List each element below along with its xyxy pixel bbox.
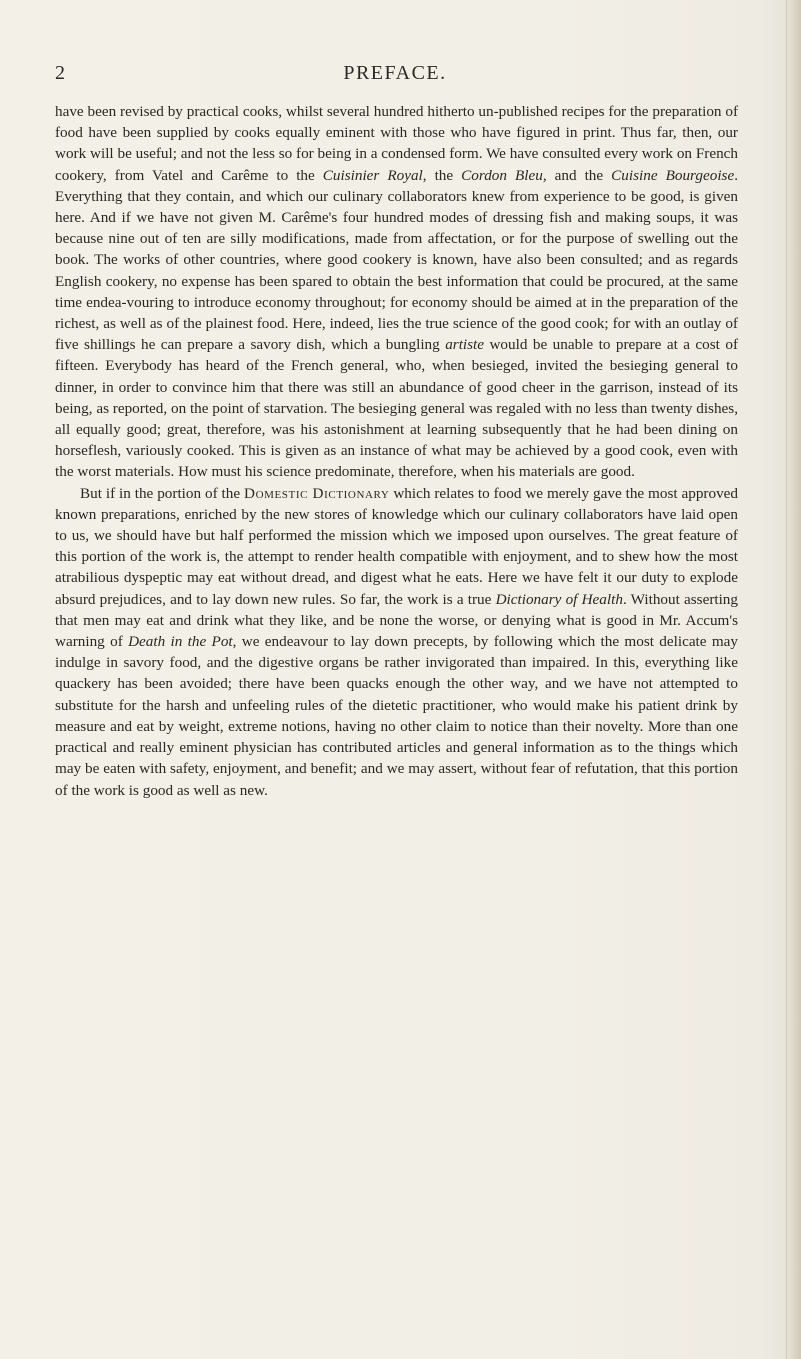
text-run: . Everything that they contain, and which our culinary collaborators knew from experience to be good, is given here. And if we have not given M. Carême's four hundred modes of dressing fish and making soups, it was because nine out of ten are silly modifications, made from affectation, or for the purpose of swelling out the book. The works of other countries, where good cookery is known, have also been consulted; and as regards English cookery, no expense has been spared to obtain the best information that could be procured, at the same time endea-vouring to introduce economy throughout; for economy should be aimed at in the preparation of the richest, as well as of the plainest food. Here, indeed, lies the true science of the good cook; for with an outlay of five shillings he can prepare a savory dish, which a bungling [55,166,738,354]
body-text [55,101,738,801]
text-run: , the [422,166,462,184]
page-header [55,62,735,88]
page-edge [786,0,801,1359]
text-run: . Without asserting that men may eat and drink what they like, and be none the worse, or denying what is good in Mr. Accum's warning of [55,590,738,651]
italic-artiste: artiste [445,336,485,354]
title-dictionary-of-health: Dictionary of Health [495,590,623,608]
text-run: which relates to food we merely gave the most approved known preparations, enriched by the new stores of knowledge which our culinary collaborators have laid open to us, we should have but half performed the mission which we imposed upon ourselves. The great feature of this portion of the work is, the attempt to render health compatible with enjoyment, and to shew how the most atrabilious dyspeptic may eat without dread, and digest what he eats. Here we have felt it our duty to explode absurd prejudices, and to lay down new rules. So far, the work is a true [55,484,739,608]
text-run: would be unable to prepare at a cost of fifteen. Everybody has heard of the French general, who, when besieged, invited the besieging general to dinner, in order to convince him that there was still an abundance of good cheer in the garrison, instead of its being, as reported, on the point of starvation. The besieging general was regaled with no less than twenty dishes, all equally good; great, therefore, was his astonishment at learning subsequently that he had been dining on horseflesh, variously cooked. This is given as an instance of what may be achieved by a good cook, even with the worst materials. How must his science predominate, therefore, when his materials are good. [55,336,739,481]
title-cuisine-bourgeoise: Cuisine Bourgeoise [611,166,735,184]
title-cuisinier-royal: Cuisinier Royal [322,166,423,184]
title-cordon-bleu: Cordon Bleu [461,166,543,184]
text-run: have been revised by practical cooks, whilst several hundred hitherto un-published recipes for the preparation of food have been supplied by cooks equally eminent with those who have figured in print. Thus far, then, our work will be useful; and not the less so for being in a condensed form. We have consulted every work on French cookery, from Vatel and Carême to the [55,103,738,184]
text-run: , and the [542,166,612,184]
paragraph-2 [55,483,738,801]
domestic-dictionary-small-caps: Domestic Dictionary [244,484,390,502]
text-run: But if in the portion of the [80,484,244,502]
title-death-in-the-pot: Death in the Pot [128,633,233,651]
running-head: PREFACE. [343,62,447,84]
page-number: 2 [55,62,65,84]
text-run: , we endeavour to lay down precepts, by following which the most delicate may indulge in savory food, and the digestive organs be rather invigorated than impaired. In this, everything like quackery has been avoided; there have been quacks enough the other way, and we have not attempted to substitute for the harsh and unfeeling rules of the dietetic practitioner, who would make his patient drink by measure and eat by weight, extreme notions, having no other claim to notice than their novelty. More than one practical and really eminent physician has contributed articles and general information as to the things which may be eaten with safety, enjoyment, and benefit; and we may assert, without fear of refutation, that this portion of the work is good as well as new. [55,633,738,799]
paragraph-1 [55,101,738,483]
